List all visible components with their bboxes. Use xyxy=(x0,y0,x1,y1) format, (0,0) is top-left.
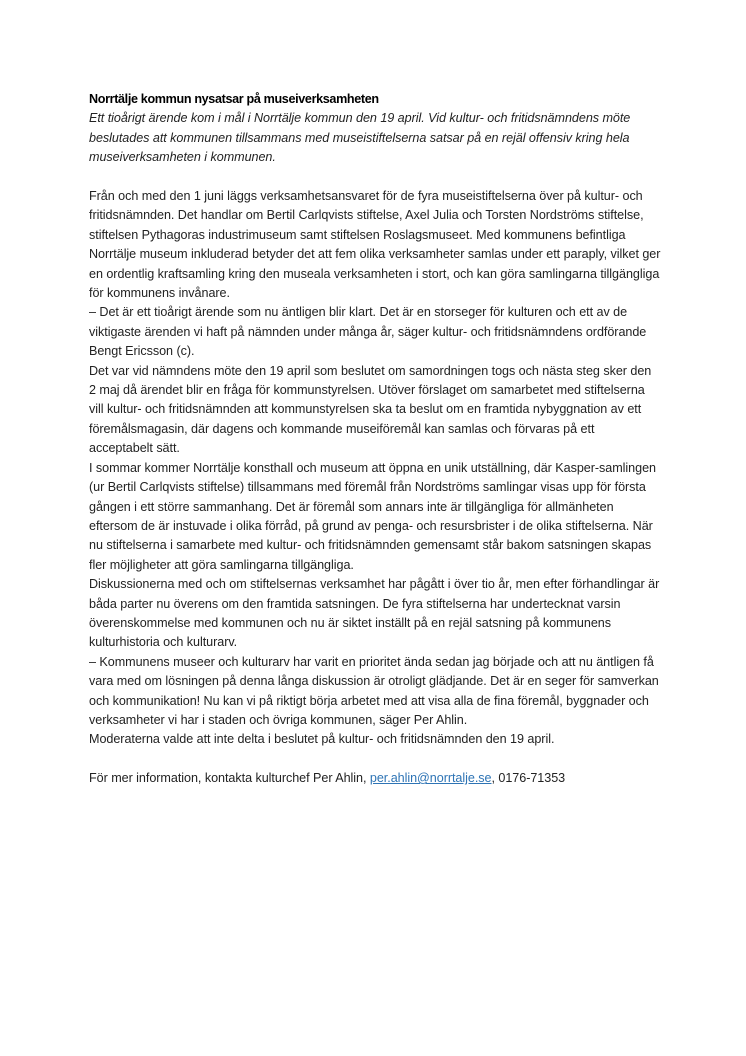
body-paragraph-5: Moderaterna valde att inte delta i beslutet på kultur- och fritidsnämnden den 19 april. xyxy=(89,732,555,747)
document-title: Norrtälje kommun nysatsar på museiverksamheten xyxy=(89,92,379,106)
body-paragraph-2: Det var vid nämndens möte den 19 april som beslutet om samordningen togs och nästa steg sker den 2 maj då ärendet blir en fråga för kommunstyrelsen. Utöver förslaget om samarbetet med stiftelserna vill kultur- och fritidsnämnden att kommunstyrelsen ska ta beslut om en framtida nybyggnation av ett föremålsmagasin, där dagens och kommande museiföremål kan samlas och förvaras på ett acceptabelt sätt. xyxy=(89,363,652,456)
contact-line xyxy=(89,769,661,788)
paragraph-spacer xyxy=(89,750,661,769)
lead-paragraph: Ett tioårigt ärende kom i mål i Norrtälje kommun den 19 april. Vid kultur- och fritidsnämndens möte beslutades att kommunen tillsammans med museistiftelserna satsar på en rejäl offensiv kring hela museiverksamheten i kommunen. xyxy=(89,111,631,165)
quote-paragraph-2: – Kommunens museer och kulturarv har varit en prioritet ända sedan jag började och att nu äntligen få vara med om lösningen på denna långa diskussion är otroligt glädjande. Det är en seger för samverkan och kommunikation! Nu kan vi på riktigt börja arbetet med att visa alla de fina föremål, byggnader och verksamheter vi har i staden och övriga kommunen, säger Per Ahlin. xyxy=(89,654,659,727)
body-paragraph-3: I sommar kommer Norrtälje konsthall och museum att öppna en unik utställning, där Kasper-samlingen (ur Bertil Carlqvists stiftelse) tillsammans med föremål från Nordströms samlingar visas upp för första gången i ett större sammanhang. Det är föremål som annars inte är tillgängliga för allmänheten eftersom de är instuvade i olika förråd, på grund av penga- och resursbrister i de olika stiftelserna. När nu stiftelserna i samarbete med kultur- och fritidsnämnden gemensamt står bakom satsningen skapas fler möjligheter att göra samlingarna tillgängliga. xyxy=(89,460,656,572)
document-page xyxy=(89,90,661,789)
contact-suffix: , 0176-71353 xyxy=(491,771,566,786)
body-paragraph-4: Diskussionerna med och om stiftelsernas verksamhet har pågått i över tio år, men efter förhandlingar är båda parter nu överens om den framtida satsningen. De fyra stiftelserna har undertecknat varsin överenskommelse med kommunen och nu är siktet inställt på en rejäl satsning på kommunens kulturhistoria och kulturarv. xyxy=(89,577,660,650)
email-link[interactable]: per.ahlin@norrtalje.se xyxy=(369,771,492,786)
contact-prefix: För mer information, kontakta kulturchef Per Ahlin, xyxy=(89,771,370,786)
quote-paragraph-1: – Det är ett tioårigt ärende som nu äntligen blir klart. Det är en storseger för kulturen och ett av de viktigaste ärenden vi haft på nämnden under många år, säger kultur- och fritidsnämndens ordförande Bengt Ericsson (c). xyxy=(89,305,647,359)
paragraph-spacer xyxy=(89,168,661,187)
body-paragraph-1: Från och med den 1 juni läggs verksamhetsansvaret för de fyra museistiftelserna över på kultur- och fritidsnämnden. Det handlar om Bertil Carlqvists stiftelse, Axel Julia och Torsten Nordströms stiftelse, stiftelsen Pythagoras industrimuseum samt stiftelsen Roslagsmuseet. Med kommunens befintliga Norrtälje museum inkluderad betyder det att fem olika verksamheter samlas under ett paraply, vilket ger en ordentlig kraftsamling kring den museala verksamheten i stort, och kan göra samlingarna tillgängliga för kommunens invånare. xyxy=(89,189,661,301)
